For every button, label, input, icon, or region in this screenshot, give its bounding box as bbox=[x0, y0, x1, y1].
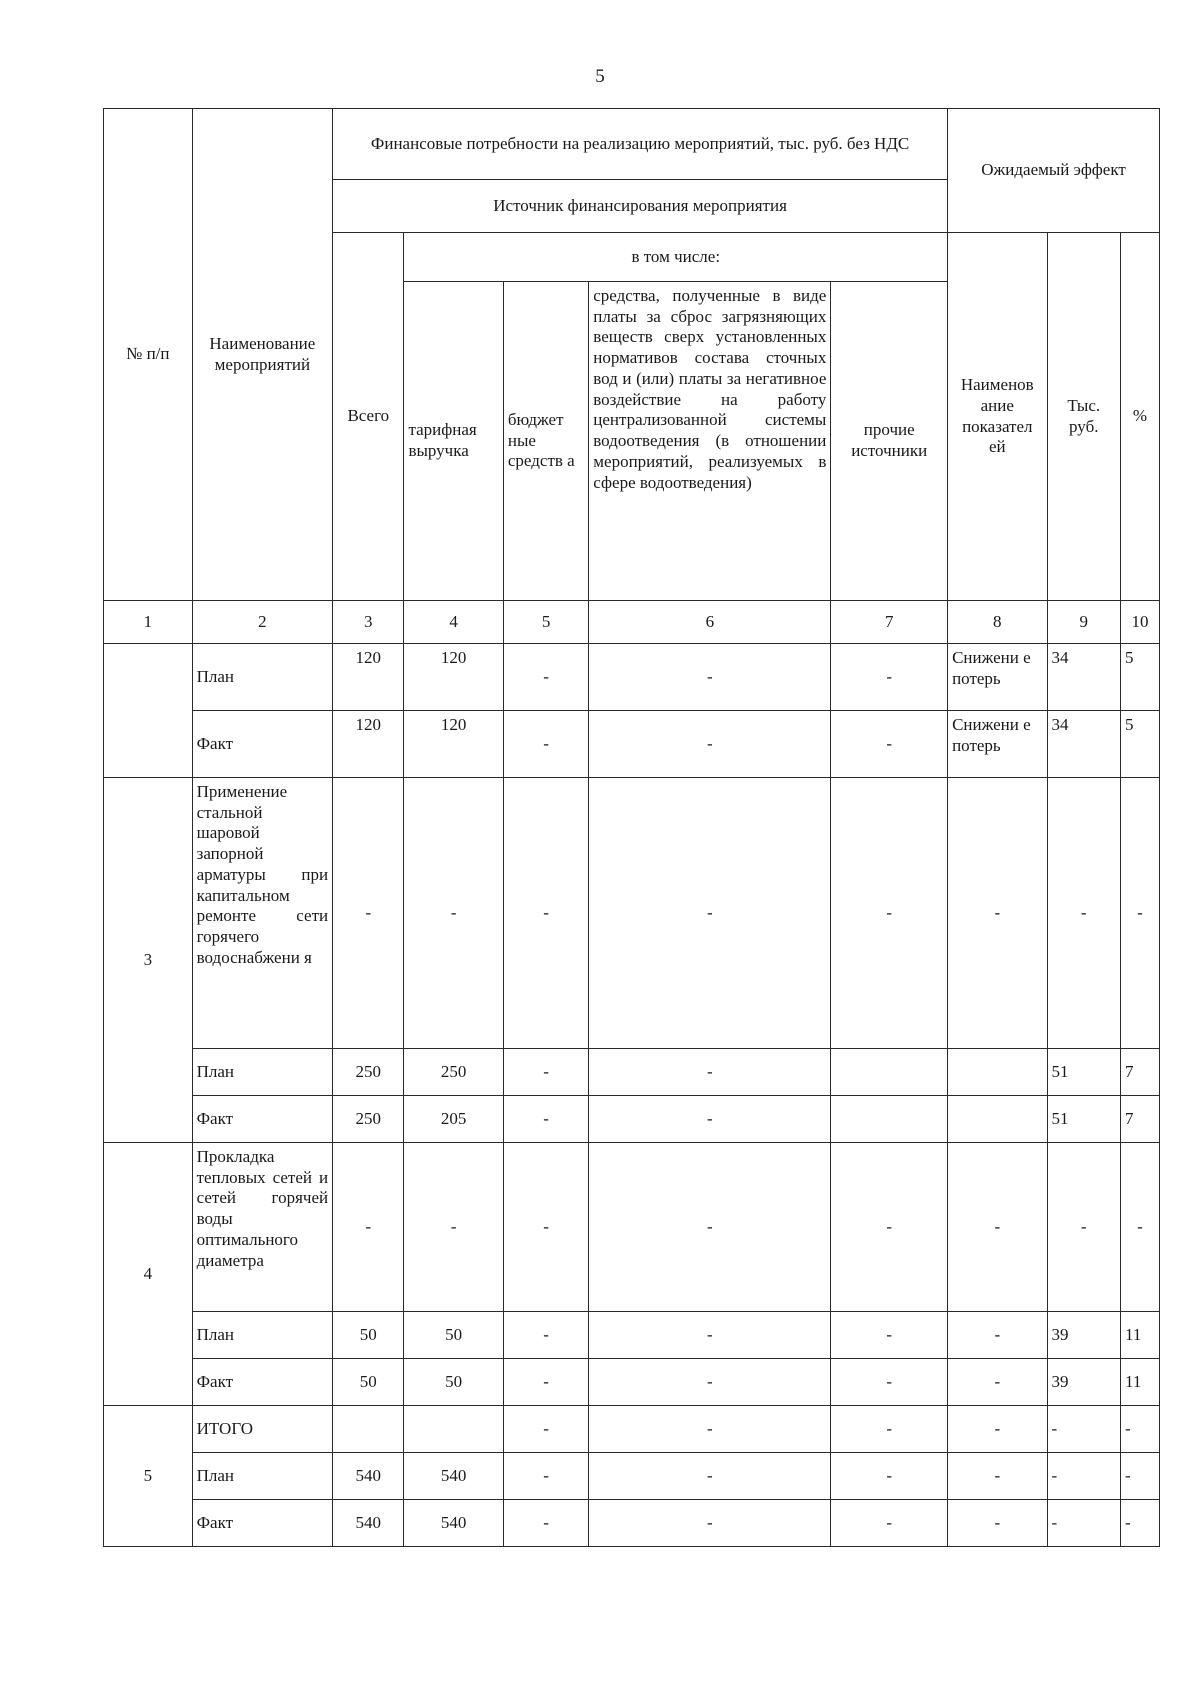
header-num: № п/п bbox=[104, 109, 193, 601]
cell-tariff: - bbox=[404, 778, 503, 1049]
cell-other: - bbox=[831, 1406, 948, 1453]
cell-fees: - bbox=[589, 1312, 831, 1359]
cell-rub: - bbox=[1047, 1453, 1120, 1500]
cell-fees: - bbox=[589, 1406, 831, 1453]
cell-pct: - bbox=[1121, 1500, 1160, 1547]
cell-other: - bbox=[831, 1359, 948, 1406]
cell-budget: - bbox=[503, 1500, 588, 1547]
cell-total: 120 bbox=[333, 711, 404, 778]
table-row bbox=[104, 1500, 1160, 1547]
table-row bbox=[104, 778, 1160, 1049]
measure-name: Прокладка тепловых сетей и сетей горячей воды оптимального диаметра bbox=[192, 1143, 333, 1312]
cell-other bbox=[831, 1096, 948, 1143]
col-number: 9 bbox=[1047, 601, 1120, 644]
cell-budget: - bbox=[503, 778, 588, 1049]
row-label: Факт bbox=[192, 1359, 333, 1406]
cell-tariff: 540 bbox=[404, 1500, 503, 1547]
col-number: 8 bbox=[948, 601, 1047, 644]
table-row bbox=[104, 1096, 1160, 1143]
cell-indicator: Снижени е потерь bbox=[948, 711, 1047, 778]
measure-name: Применение стальной шаровой запорной арматуры при капитальном ремонте сети горячего водоснабжени я bbox=[192, 778, 333, 1049]
cell-fees: - bbox=[589, 778, 831, 1049]
cell-rub: - bbox=[1047, 778, 1120, 1049]
header-tariff: тарифная выручка bbox=[404, 282, 503, 601]
table-row bbox=[104, 1143, 1160, 1312]
cell-fees: - bbox=[589, 1500, 831, 1547]
cell-budget: - bbox=[503, 644, 588, 711]
col-number: 3 bbox=[333, 601, 404, 644]
cell-tariff: 250 bbox=[404, 1049, 503, 1096]
cell-rub: - bbox=[1047, 1143, 1120, 1312]
cell-indicator: - bbox=[948, 778, 1047, 1049]
row-num: 4 bbox=[104, 1143, 193, 1406]
header-indicator: Наименов ание показател ей bbox=[948, 233, 1047, 601]
header-name: Наименование мероприятий bbox=[192, 109, 333, 601]
cell-other: - bbox=[831, 778, 948, 1049]
cell-pct: 5 bbox=[1121, 711, 1160, 778]
cell-indicator: - bbox=[948, 1500, 1047, 1547]
cell-budget: - bbox=[503, 1453, 588, 1500]
cell-rub: 51 bbox=[1047, 1096, 1120, 1143]
cell-total: 50 bbox=[333, 1312, 404, 1359]
cell-fees: - bbox=[589, 644, 831, 711]
cell-budget: - bbox=[503, 1096, 588, 1143]
header-finance-title: Финансовые потребности на реализацию мероприятий, тыс. руб. без НДС bbox=[333, 109, 948, 180]
cell-tariff: 120 bbox=[404, 644, 503, 711]
cell-tariff: 205 bbox=[404, 1096, 503, 1143]
cell-pct: 7 bbox=[1121, 1096, 1160, 1143]
cell-pct: - bbox=[1121, 1143, 1160, 1312]
row-num-empty bbox=[104, 644, 193, 778]
cell-other: - bbox=[831, 644, 948, 711]
row-label: Факт bbox=[192, 711, 333, 778]
cell-tariff bbox=[404, 1406, 503, 1453]
col-number: 7 bbox=[831, 601, 948, 644]
header-including: в том числе: bbox=[404, 233, 948, 282]
cell-tariff: 50 bbox=[404, 1359, 503, 1406]
cell-total: - bbox=[333, 778, 404, 1049]
cell-pct: 5 bbox=[1121, 644, 1160, 711]
cell-tariff: - bbox=[404, 1143, 503, 1312]
row-label: ИТОГО bbox=[192, 1406, 333, 1453]
cell-total: 540 bbox=[333, 1453, 404, 1500]
cell-fees: - bbox=[589, 1453, 831, 1500]
row-label: План bbox=[192, 644, 333, 711]
cell-indicator: - bbox=[948, 1359, 1047, 1406]
cell-budget: - bbox=[503, 711, 588, 778]
cell-budget: - bbox=[503, 1049, 588, 1096]
cell-indicator: - bbox=[948, 1312, 1047, 1359]
table-row bbox=[104, 1049, 1160, 1096]
cell-other: - bbox=[831, 1312, 948, 1359]
row-label: Факт bbox=[192, 1096, 333, 1143]
page-number: 5 bbox=[595, 66, 605, 87]
header-percent: % bbox=[1121, 233, 1160, 601]
cell-total: 540 bbox=[333, 1500, 404, 1547]
cell-total: 250 bbox=[333, 1049, 404, 1096]
col-number: 4 bbox=[404, 601, 503, 644]
cell-fees: - bbox=[589, 1359, 831, 1406]
cell-rub: - bbox=[1047, 1500, 1120, 1547]
cell-fees: - bbox=[589, 711, 831, 778]
cell-indicator: - bbox=[948, 1143, 1047, 1312]
cell-pct: - bbox=[1121, 1453, 1160, 1500]
col-number: 2 bbox=[192, 601, 333, 644]
cell-indicator: Снижени е потерь bbox=[948, 644, 1047, 711]
column-numbers-row bbox=[104, 601, 1160, 644]
table-row bbox=[104, 1406, 1160, 1453]
cell-other: - bbox=[831, 711, 948, 778]
cell-budget: - bbox=[503, 1143, 588, 1312]
col-number: 1 bbox=[104, 601, 193, 644]
cell-tariff: 540 bbox=[404, 1453, 503, 1500]
cell-fees: - bbox=[589, 1143, 831, 1312]
cell-total bbox=[333, 1406, 404, 1453]
cell-pct: - bbox=[1121, 1406, 1160, 1453]
cell-total: 120 bbox=[333, 644, 404, 711]
table-row bbox=[104, 644, 1160, 711]
cell-rub: - bbox=[1047, 1406, 1120, 1453]
cell-pct: - bbox=[1121, 778, 1160, 1049]
cell-rub: 34 bbox=[1047, 644, 1120, 711]
col-number: 10 bbox=[1121, 601, 1160, 644]
cell-budget: - bbox=[503, 1359, 588, 1406]
cell-other: - bbox=[831, 1500, 948, 1547]
cell-fees: - bbox=[589, 1096, 831, 1143]
cell-total: - bbox=[333, 1143, 404, 1312]
cell-tariff: 50 bbox=[404, 1312, 503, 1359]
row-label: План bbox=[192, 1312, 333, 1359]
col-number: 6 bbox=[589, 601, 831, 644]
cell-indicator: - bbox=[948, 1406, 1047, 1453]
header-total: Всего bbox=[333, 233, 404, 601]
header-thousand-rub: Тыс. руб. bbox=[1047, 233, 1120, 601]
cell-rub: 39 bbox=[1047, 1359, 1120, 1406]
header-fees: средства, полученные в виде платы за сброс загрязняющих веществ сверх установленных нормативов состава сточных вод и (или) платы за негативное воздействие на работу централизованной системы водоотведения (в отношении мероприятий, реализуемых в сфере водоотведения) bbox=[589, 282, 831, 601]
cell-pct: 11 bbox=[1121, 1312, 1160, 1359]
table-row bbox=[104, 1453, 1160, 1500]
cell-rub: 39 bbox=[1047, 1312, 1120, 1359]
cell-indicator bbox=[948, 1049, 1047, 1096]
row-label: План bbox=[192, 1453, 333, 1500]
cell-indicator bbox=[948, 1096, 1047, 1143]
cell-budget: - bbox=[503, 1312, 588, 1359]
cell-rub: 34 bbox=[1047, 711, 1120, 778]
cell-rub: 51 bbox=[1047, 1049, 1120, 1096]
cell-tariff: 120 bbox=[404, 711, 503, 778]
table-row bbox=[104, 1312, 1160, 1359]
cell-pct: 11 bbox=[1121, 1359, 1160, 1406]
cell-budget: - bbox=[503, 1406, 588, 1453]
header-other: прочие источники bbox=[831, 282, 948, 601]
row-num: 3 bbox=[104, 778, 193, 1143]
row-label: Факт bbox=[192, 1500, 333, 1547]
table-row bbox=[104, 711, 1160, 778]
col-number: 5 bbox=[503, 601, 588, 644]
row-num: 5 bbox=[104, 1406, 193, 1547]
cell-other: - bbox=[831, 1453, 948, 1500]
cell-total: 250 bbox=[333, 1096, 404, 1143]
cell-total: 50 bbox=[333, 1359, 404, 1406]
financial-plan-table bbox=[103, 108, 1160, 1547]
header-budget: бюджет ные средств а bbox=[503, 282, 588, 601]
cell-pct: 7 bbox=[1121, 1049, 1160, 1096]
cell-indicator: - bbox=[948, 1453, 1047, 1500]
cell-other bbox=[831, 1049, 948, 1096]
cell-other: - bbox=[831, 1143, 948, 1312]
header-effect: Ожидаемый эффект bbox=[948, 109, 1160, 233]
table-row bbox=[104, 1359, 1160, 1406]
cell-fees: - bbox=[589, 1049, 831, 1096]
row-label: План bbox=[192, 1049, 333, 1096]
header-source-title: Источник финансирования мероприятия bbox=[333, 180, 948, 233]
